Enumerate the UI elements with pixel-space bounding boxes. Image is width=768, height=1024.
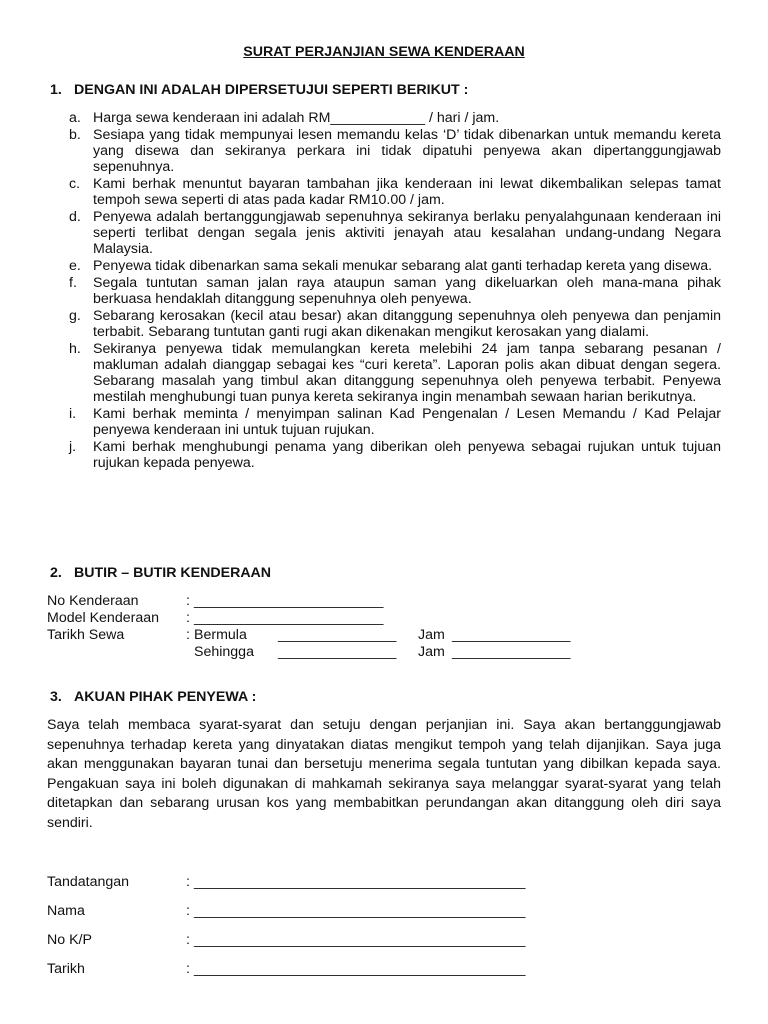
section-2-title: BUTIR – BUTIR KENDERAAN — [74, 565, 272, 581]
term-text: Kami berhak menuntut bayaran tambahan jika kenderaan ini lewat dikembalikan selepas tamat tempoh sewa seperti di atas pada kadar RM10.00 / jam. — [93, 176, 721, 208]
term-marker: f. — [69, 275, 77, 291]
colon: : — [186, 903, 190, 919]
tarikh-label: Tarikh — [47, 961, 85, 977]
tarikh-row — [47, 961, 667, 990]
section-3-number: 3. — [50, 689, 62, 705]
term-marker: e. — [69, 258, 81, 274]
term-text: Kami berhak menghubungi penama yang diberikan oleh penyewa sebagai rujukan untuk tujuan rujukan kepada penyewa. — [93, 439, 721, 471]
signature-row — [47, 874, 667, 903]
term-marker: i. — [69, 406, 77, 422]
signature-block — [47, 874, 667, 990]
term-text: Segala tuntutan saman jalan raya ataupun saman yang dikeluarkan oleh mana-mana pihak berkuasa hendaklah ditanggung sepenuhnya oleh penyewa. — [93, 275, 721, 307]
tandatangan-label: Tandatangan — [47, 874, 130, 890]
sehingga-row — [47, 644, 667, 661]
term-text: Penyewa tidak dibenarkan sama sekali menukar sebarang alat ganti terhadap kereta yang disewa. — [93, 258, 713, 274]
vehicle-details — [47, 593, 667, 661]
tandatangan-field[interactable]: __________________________________________ — [194, 874, 526, 890]
term-text: Harga sewa kenderaan ini adalah RM____________ / hari / jam. — [93, 110, 500, 126]
declaration-paragraph: Saya telah membaca syarat-syarat dan setuju dengan perjanjian ini. Saya akan bertanggungjawab sepenuhnya terhadap kereta yang dinyatakan diatas mengikut tempoh yang telah dijanjikan. Saya juga akan menggunakan bayaran tunai dan bersetuju menerima segala tuntutan yang dibilkan kepada saya. Pengakuan saya ini boleh digunakan di mahkamah sekiranya saya melanggar syarat-syarat yang telah ditetapkan dan sebarang urusan kos yang membabitkan perundangan akan ditanggung oleh diri saya sendiri. — [47, 717, 721, 831]
sehingga-jam-field[interactable]: _______________ — [452, 644, 571, 660]
term-item — [69, 258, 721, 274]
term-marker: h. — [69, 341, 81, 357]
bermula-jam-label: Jam — [418, 627, 445, 643]
term-text: Kami berhak meminta / menyimpan salinan Kad Pengenalan / Lesen Memandu / Kad Pelajar penyewa kenderaan ini untuk tujuan rujukan. — [93, 406, 721, 438]
section-3-title: AKUAN PIHAK PENYEWA : — [74, 689, 257, 705]
term-item — [69, 110, 721, 126]
term-marker: a. — [69, 110, 81, 126]
section-1-title: DENGAN INI ADALAH DIPERSETUJUI SEPERTI BERIKUT : — [74, 82, 469, 98]
sehingga-label: Sehingga — [194, 644, 254, 660]
term-marker: b. — [69, 127, 81, 143]
no-kenderaan-label: No Kenderaan — [47, 593, 139, 609]
term-item — [69, 341, 721, 405]
colon: : — [186, 610, 190, 626]
term-marker: j. — [69, 439, 77, 455]
term-text: Sekiranya penyewa tidak memulangkan kereta melebihi 24 jam tanpa sebarang pesanan / makluman adalah dianggap sebagai kes “curi kereta”. Laporan polis akan dibuat dengan segera. Sebarang masalah yang timbul akan ditanggung sepenuhnya oleh penyewa terbabit. Penyewa mestilah menghubungi tuan punya kereta sekiranya ingin menambah sewaan harian berikutnya. — [93, 341, 721, 405]
term-text: Sesiapa yang tidak mempunyai lesen memandu kelas ‘D’ tidak dibenarkan untuk memandu kereta yang disewa dan sekiranya perkara ini tidak dipatuhi penyewa akan dipertanggungjawab sepenuhnya. — [93, 127, 721, 175]
term-item — [69, 127, 721, 175]
bermula-label: Bermula — [194, 627, 247, 643]
colon: : — [186, 874, 190, 890]
terms-list — [69, 110, 721, 472]
bermula-jam-field[interactable]: _______________ — [452, 627, 571, 643]
term-marker: d. — [69, 209, 81, 225]
model-kenderaan-row — [47, 610, 667, 627]
term-item — [69, 275, 721, 307]
term-marker: g. — [69, 308, 81, 324]
section-3-heading — [50, 689, 256, 705]
document-title: SURAT PERJANJIAN SEWA KENDERAAN — [243, 44, 525, 60]
section-2-number: 2. — [50, 565, 62, 581]
model-kenderaan-label: Model Kenderaan — [47, 610, 160, 626]
section-1-number: 1. — [50, 82, 62, 98]
colon: : — [186, 932, 190, 948]
term-text: Penyewa adalah bertanggungjawab sepenuhnya sekiranya berlaku penyalahgunaan kenderaan ini seperti terlibat dengan segala jenis aktiviti jenayah atau kesalahan undang-undang Negara Malaysia. — [93, 209, 721, 257]
colon: : — [186, 627, 190, 643]
no-kenderaan-row — [47, 593, 667, 610]
section-2-heading — [50, 565, 271, 581]
section-1-heading — [50, 82, 468, 98]
term-item — [69, 209, 721, 257]
term-text: Sebarang kerosakan (kecil atau besar) akan ditanggung sepenuhnya oleh penyewa dan penjamin terbabit. Sebarang tuntutan ganti rugi akan dikenakan mengikut kerosakan yang dialami. — [93, 308, 721, 340]
no-kp-label: No K/P — [47, 932, 92, 948]
sehingga-date-field[interactable]: _______________ — [278, 644, 397, 660]
colon: : — [186, 961, 190, 977]
tarikh-sewa-row — [47, 627, 667, 644]
colon: : — [186, 593, 190, 609]
nama-label: Nama — [47, 903, 85, 919]
nama-field[interactable]: __________________________________________ — [194, 903, 526, 919]
term-item — [69, 308, 721, 340]
no-kp-field[interactable]: __________________________________________ — [194, 932, 526, 948]
term-item — [69, 406, 721, 438]
term-item — [69, 176, 721, 208]
term-marker: c. — [69, 176, 81, 192]
tarikh-sewa-label: Tarikh Sewa — [47, 627, 125, 643]
no-kenderaan-field[interactable]: ________________________ — [194, 593, 384, 609]
term-item — [69, 439, 721, 471]
nama-row — [47, 903, 667, 932]
bermula-date-field[interactable]: _______________ — [278, 627, 397, 643]
sehingga-jam-label: Jam — [418, 644, 445, 660]
tarikh-field[interactable]: __________________________________________ — [194, 961, 526, 977]
no-kp-row — [47, 932, 667, 961]
model-kenderaan-field[interactable]: ________________________ — [194, 610, 384, 626]
